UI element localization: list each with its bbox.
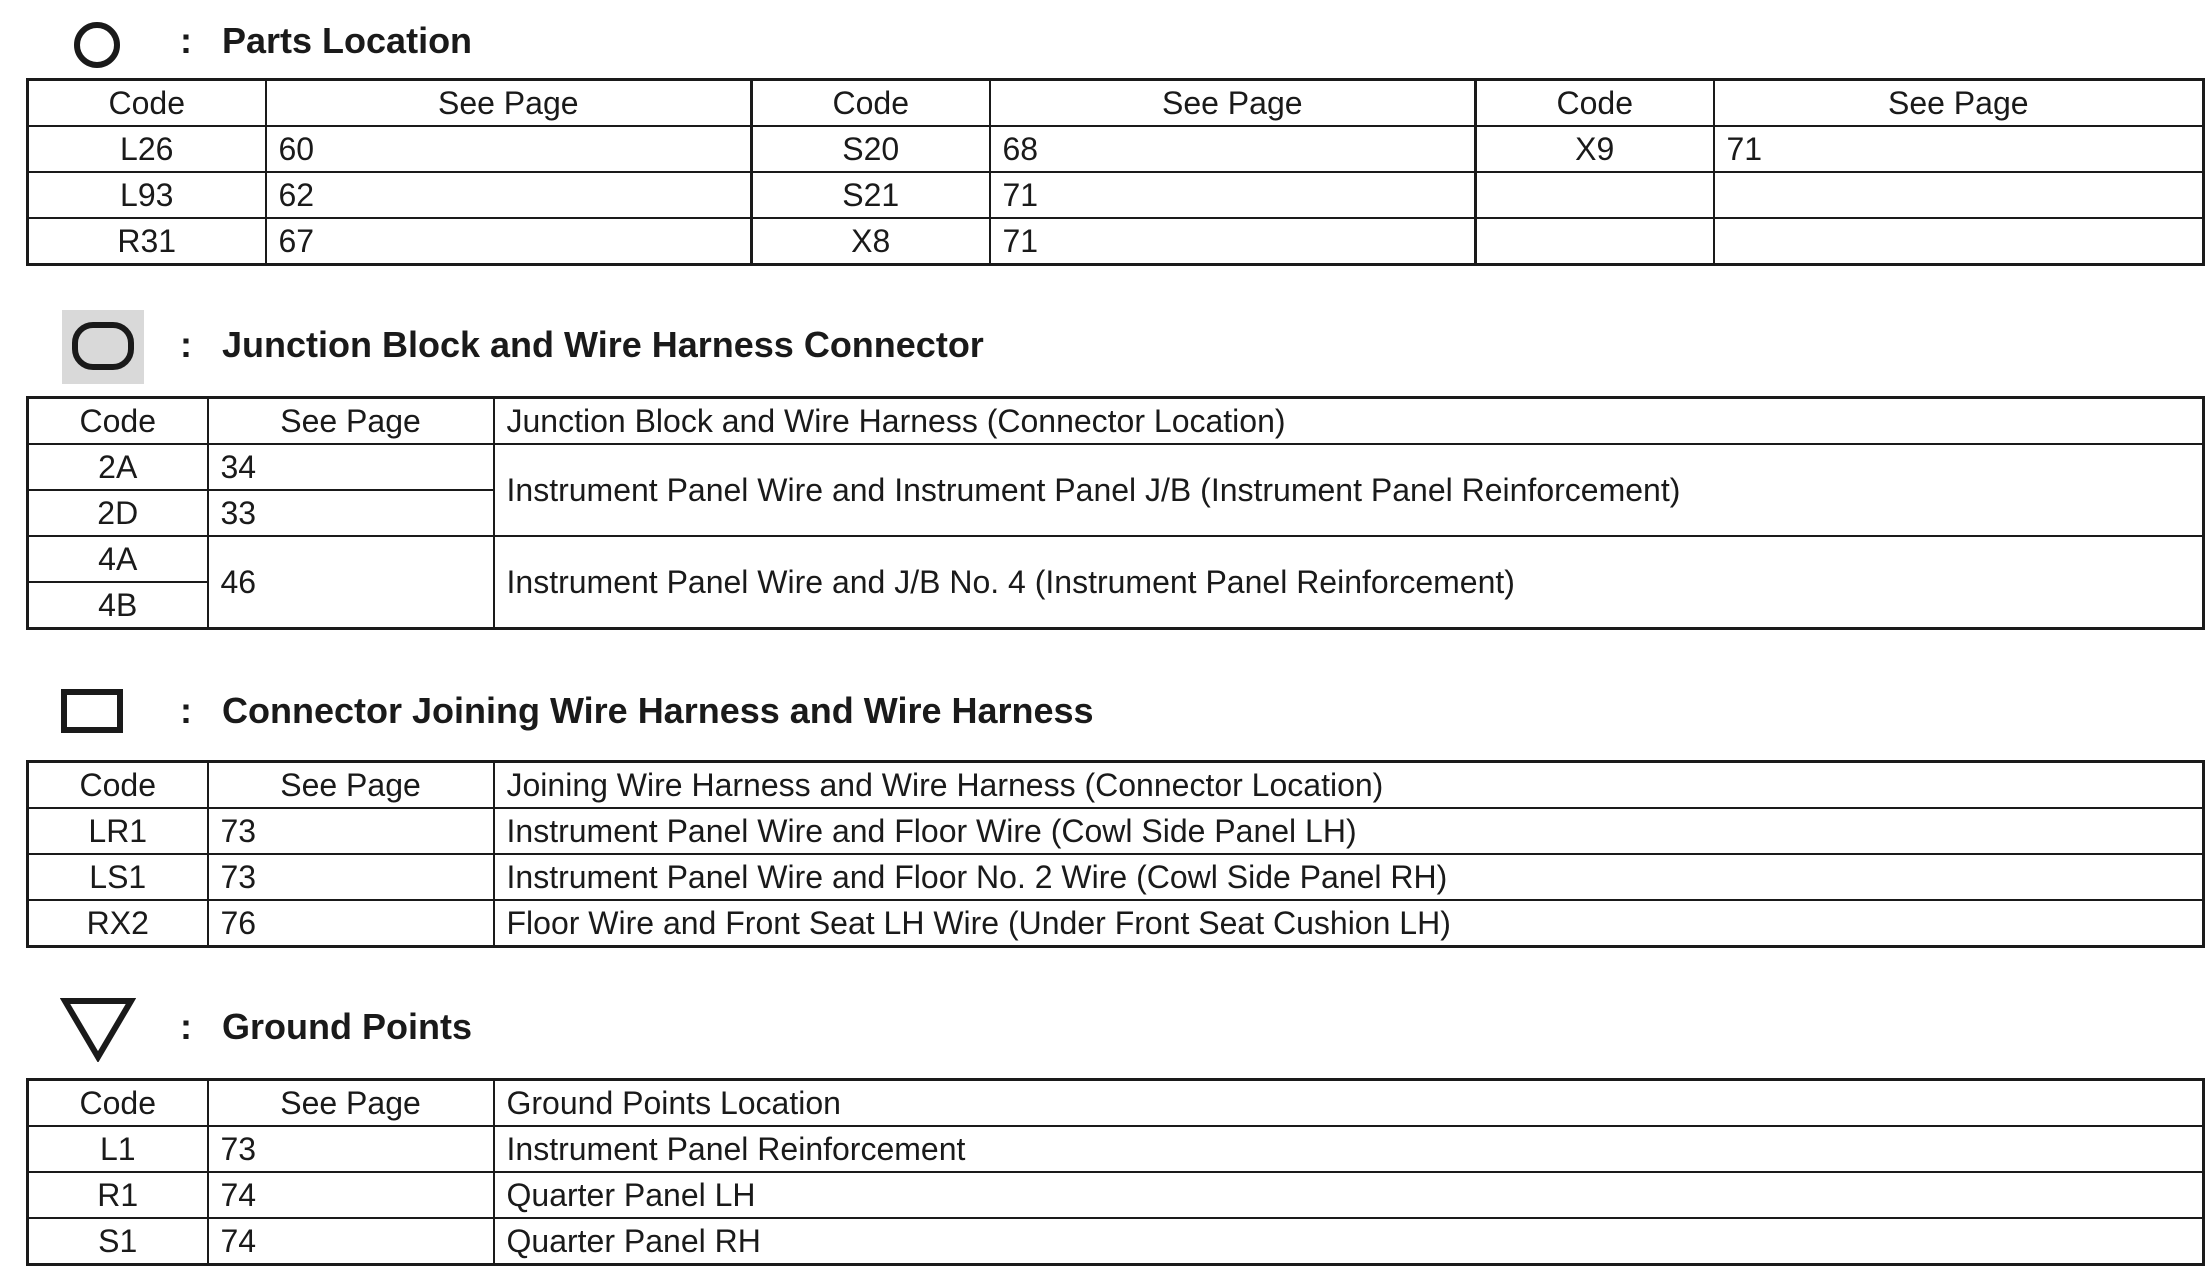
page-cell: 33 <box>208 490 494 536</box>
connector-joining-table <box>26 760 2205 948</box>
see-page-header: See Page <box>208 398 494 445</box>
table-header-row <box>28 398 2204 445</box>
page-cell: 71 <box>1714 126 2204 172</box>
code-header: Code <box>28 1080 208 1127</box>
location-cell: Instrument Panel Wire and J/B No. 4 (Instrument Panel Reinforcement) <box>494 536 2204 629</box>
table-row <box>28 854 2204 900</box>
location-cell: Floor Wire and Front Seat LH Wire (Under Front Seat Cushion LH) <box>494 900 2204 947</box>
ground-points-title: Ground Points <box>222 1006 472 1047</box>
connector-joining-heading: : Connector Joining Wire Harness and Wire Harness <box>0 676 2208 746</box>
table-header-row <box>28 80 2204 127</box>
code-header: Code <box>28 762 208 809</box>
table-header-row <box>28 1080 2204 1127</box>
code-header: Code <box>752 80 990 127</box>
see-page-header: See Page <box>208 762 494 809</box>
page-cell: 62 <box>266 172 752 218</box>
code-cell: R31 <box>28 218 266 265</box>
location-header: Ground Points Location <box>494 1080 2204 1127</box>
location-cell: Quarter Panel LH <box>494 1172 2204 1218</box>
rounded-rectangle-icon <box>62 310 144 384</box>
code-header: Code <box>28 398 208 445</box>
page-cell: 71 <box>990 218 1476 265</box>
code-header: Code <box>1476 80 1714 127</box>
table-row <box>28 808 2204 854</box>
see-page-header: See Page <box>208 1080 494 1127</box>
code-cell: S1 <box>28 1218 208 1265</box>
page-cell: 73 <box>208 1126 494 1172</box>
inverted-triangle-icon <box>60 996 136 1062</box>
table-row <box>28 1126 2204 1172</box>
ground-points-table <box>26 1078 2205 1266</box>
page-cell: 34 <box>208 444 494 490</box>
table-row <box>28 1172 2204 1218</box>
page-cell: 67 <box>266 218 752 265</box>
page-cell: 76 <box>208 900 494 947</box>
page-cell: 68 <box>990 126 1476 172</box>
location-cell: Instrument Panel Wire and Floor Wire (Cowl Side Panel LH) <box>494 808 2204 854</box>
circle-icon <box>72 20 122 70</box>
table-row <box>28 536 2204 582</box>
code-cell: S21 <box>752 172 990 218</box>
junction-block-title: Junction Block and Wire Harness Connector <box>222 324 984 365</box>
connector-joining-title: Connector Joining Wire Harness and Wire Harness <box>222 690 1094 731</box>
code-cell <box>1476 218 1714 265</box>
rectangle-icon <box>60 686 126 736</box>
location-cell: Instrument Panel Wire and Floor No. 2 Wire (Cowl Side Panel RH) <box>494 854 2204 900</box>
code-cell: X8 <box>752 218 990 265</box>
code-cell: L26 <box>28 126 266 172</box>
code-cell: X9 <box>1476 126 1714 172</box>
table-row <box>28 444 2204 490</box>
parts-location-title: Parts Location <box>222 20 473 61</box>
code-cell: 2D <box>28 490 208 536</box>
parts-location-heading: : Parts Location <box>0 6 2208 76</box>
location-header: Joining Wire Harness and Wire Harness (Connector Location) <box>494 762 2204 809</box>
code-cell: LR1 <box>28 808 208 854</box>
location-cell: Instrument Panel Wire and Instrument Panel J/B (Instrument Panel Reinforcement) <box>494 444 2204 536</box>
see-page-header: See Page <box>1714 80 2204 127</box>
table-row <box>28 1218 2204 1265</box>
location-cell: Quarter Panel RH <box>494 1218 2204 1265</box>
code-cell <box>1476 172 1714 218</box>
table-row <box>28 218 2204 265</box>
page-cell: 71 <box>990 172 1476 218</box>
see-page-header: See Page <box>990 80 1476 127</box>
code-header: Code <box>28 80 266 127</box>
code-cell: 4A <box>28 536 208 582</box>
ground-points-heading: : Ground Points <box>0 990 2208 1060</box>
table-header-row <box>28 762 2204 809</box>
code-cell: L93 <box>28 172 266 218</box>
page-cell: 60 <box>266 126 752 172</box>
page-cell: 74 <box>208 1218 494 1265</box>
page-cell: 46 <box>208 536 494 629</box>
location-header: Junction Block and Wire Harness (Connector Location) <box>494 398 2204 445</box>
table-row <box>28 126 2204 172</box>
page-cell: 74 <box>208 1172 494 1218</box>
page-cell: 73 <box>208 854 494 900</box>
see-page-header: See Page <box>266 80 752 127</box>
code-cell: R1 <box>28 1172 208 1218</box>
junction-block-heading: : Junction Block and Wire Harness Connector <box>0 306 2208 376</box>
junction-block-table <box>26 396 2205 630</box>
page-cell: 73 <box>208 808 494 854</box>
location-cell: Instrument Panel Reinforcement <box>494 1126 2204 1172</box>
parts-location-table <box>26 78 2205 266</box>
code-cell: 2A <box>28 444 208 490</box>
code-cell: LS1 <box>28 854 208 900</box>
code-cell: L1 <box>28 1126 208 1172</box>
page-cell <box>1714 172 2204 218</box>
code-cell: RX2 <box>28 900 208 947</box>
code-cell: 4B <box>28 582 208 629</box>
table-row <box>28 900 2204 947</box>
table-row <box>28 172 2204 218</box>
page-cell <box>1714 218 2204 265</box>
code-cell: S20 <box>752 126 990 172</box>
